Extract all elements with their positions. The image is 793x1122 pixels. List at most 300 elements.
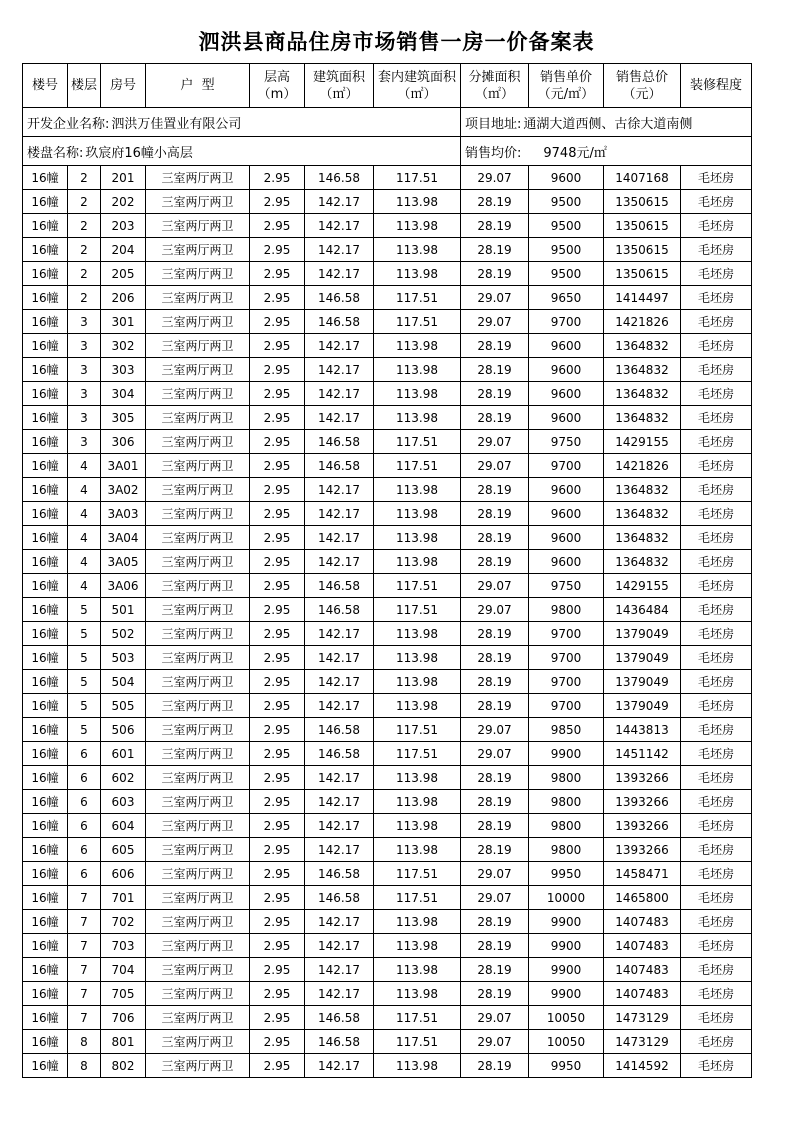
cell-floor: 3: [68, 382, 101, 406]
cell-gross-area: 142.17: [305, 982, 374, 1006]
cell-height: 2.95: [250, 622, 305, 646]
cell-unit-price: 9700: [529, 310, 604, 334]
cell-type: 三室两厅两卫: [146, 910, 250, 934]
cell-floor: 6: [68, 742, 101, 766]
cell-inner-area: 113.98: [374, 406, 461, 430]
cell-total-price: 1451142: [604, 742, 681, 766]
cell-room: 302: [101, 334, 146, 358]
cell-gross-area: 142.17: [305, 262, 374, 286]
cell-decoration: 毛坯房: [681, 766, 752, 790]
cell-inner-area: 113.98: [374, 910, 461, 934]
cell-decoration: 毛坯房: [681, 166, 752, 190]
cell-building: 16幢: [23, 814, 68, 838]
cell-shared-area: 29.07: [461, 574, 529, 598]
cell-shared-area: 28.19: [461, 982, 529, 1006]
cell-decoration: 毛坯房: [681, 1030, 752, 1054]
cell-floor: 3: [68, 334, 101, 358]
cell-building: 16幢: [23, 742, 68, 766]
cell-type: 三室两厅两卫: [146, 742, 250, 766]
cell-gross-area: 146.58: [305, 1006, 374, 1030]
cell-shared-area: 28.19: [461, 1054, 529, 1078]
developer-cell: [23, 108, 461, 137]
cell-type: 三室两厅两卫: [146, 982, 250, 1006]
cell-unit-price: 9600: [529, 406, 604, 430]
cell-unit-price: 9800: [529, 598, 604, 622]
table-row: [23, 790, 752, 814]
developer-value: 泗洪万佳置业有限公司: [111, 116, 242, 132]
cell-room: 3A01: [101, 454, 146, 478]
cell-unit-price: 9700: [529, 670, 604, 694]
cell-floor: 2: [68, 238, 101, 262]
cell-floor: 6: [68, 766, 101, 790]
cell-floor: 2: [68, 190, 101, 214]
cell-building: 16幢: [23, 766, 68, 790]
cell-building: 16幢: [23, 598, 68, 622]
cell-decoration: 毛坯房: [681, 670, 752, 694]
cell-total-price: 1407483: [604, 934, 681, 958]
cell-building: 16幢: [23, 910, 68, 934]
cell-decoration: 毛坯房: [681, 286, 752, 310]
cell-shared-area: 28.19: [461, 838, 529, 862]
table-row: [23, 598, 752, 622]
table-row: [23, 526, 752, 550]
cell-decoration: 毛坯房: [681, 958, 752, 982]
cell-gross-area: 146.58: [305, 742, 374, 766]
cell-type: 三室两厅两卫: [146, 550, 250, 574]
cell-building: 16幢: [23, 862, 68, 886]
cell-inner-area: 113.98: [374, 670, 461, 694]
cell-total-price: 1407483: [604, 982, 681, 1006]
cell-shared-area: 28.19: [461, 334, 529, 358]
cell-height: 2.95: [250, 1006, 305, 1030]
cell-type: 三室两厅两卫: [146, 598, 250, 622]
cell-unit-price: 9800: [529, 838, 604, 862]
cell-total-price: 1429155: [604, 430, 681, 454]
cell-total-price: 1421826: [604, 310, 681, 334]
cell-room: 203: [101, 214, 146, 238]
cell-gross-area: 142.17: [305, 502, 374, 526]
cell-type: 三室两厅两卫: [146, 1054, 250, 1078]
cell-shared-area: 28.19: [461, 934, 529, 958]
cell-total-price: 1350615: [604, 262, 681, 286]
cell-floor: 3: [68, 310, 101, 334]
cell-total-price: 1458471: [604, 862, 681, 886]
cell-inner-area: 113.98: [374, 838, 461, 862]
cell-unit-price: 9700: [529, 694, 604, 718]
cell-shared-area: 28.19: [461, 238, 529, 262]
cell-height: 2.95: [250, 694, 305, 718]
cell-building: 16幢: [23, 526, 68, 550]
cell-inner-area: 113.98: [374, 550, 461, 574]
cell-shared-area: 28.19: [461, 814, 529, 838]
cell-inner-area: 117.51: [374, 430, 461, 454]
developer-row: [23, 108, 752, 137]
cell-unit-price: 9600: [529, 502, 604, 526]
cell-unit-price: 9500: [529, 238, 604, 262]
cell-inner-area: 113.98: [374, 358, 461, 382]
cell-building: 16幢: [23, 166, 68, 190]
cell-unit-price: 9700: [529, 454, 604, 478]
cell-decoration: 毛坯房: [681, 1054, 752, 1078]
cell-total-price: 1364832: [604, 526, 681, 550]
cell-floor: 7: [68, 958, 101, 982]
cell-shared-area: 29.07: [461, 430, 529, 454]
cell-shared-area: 28.19: [461, 766, 529, 790]
cell-shared-area: 29.07: [461, 1030, 529, 1054]
cell-shared-area: 28.19: [461, 694, 529, 718]
cell-height: 2.95: [250, 862, 305, 886]
cell-floor: 7: [68, 910, 101, 934]
cell-decoration: 毛坯房: [681, 214, 752, 238]
address-value: 通湖大道西侧、古徐大道南侧: [523, 116, 693, 132]
cell-gross-area: 142.17: [305, 646, 374, 670]
cell-shared-area: 28.19: [461, 382, 529, 406]
cell-type: 三室两厅两卫: [146, 430, 250, 454]
cell-unit-price: 9800: [529, 814, 604, 838]
cell-unit-price: 9500: [529, 262, 604, 286]
cell-height: 2.95: [250, 838, 305, 862]
cell-type: 三室两厅两卫: [146, 718, 250, 742]
cell-shared-area: 29.07: [461, 886, 529, 910]
cell-inner-area: 117.51: [374, 286, 461, 310]
table-row: [23, 502, 752, 526]
cell-building: 16幢: [23, 958, 68, 982]
cell-inner-area: 113.98: [374, 238, 461, 262]
cell-total-price: 1407168: [604, 166, 681, 190]
cell-inner-area: 113.98: [374, 694, 461, 718]
project-cell: [23, 137, 461, 166]
cell-height: 2.95: [250, 766, 305, 790]
cell-type: 三室两厅两卫: [146, 502, 250, 526]
cell-unit-price: 9950: [529, 1054, 604, 1078]
table-row: [23, 958, 752, 982]
cell-type: 三室两厅两卫: [146, 238, 250, 262]
cell-decoration: 毛坯房: [681, 574, 752, 598]
cell-inner-area: 117.51: [374, 1006, 461, 1030]
cell-floor: 7: [68, 982, 101, 1006]
cell-room: 303: [101, 358, 146, 382]
col-type: 户 型: [146, 64, 250, 108]
cell-building: 16幢: [23, 670, 68, 694]
cell-room: 703: [101, 934, 146, 958]
cell-inner-area: 113.98: [374, 958, 461, 982]
cell-shared-area: 28.19: [461, 526, 529, 550]
cell-room: 603: [101, 790, 146, 814]
developer-label: 开发企业名称:: [27, 116, 110, 132]
cell-shared-area: 29.07: [461, 598, 529, 622]
cell-type: 三室两厅两卫: [146, 358, 250, 382]
cell-total-price: 1436484: [604, 598, 681, 622]
cell-total-price: 1473129: [604, 1030, 681, 1054]
cell-height: 2.95: [250, 814, 305, 838]
cell-room: 305: [101, 406, 146, 430]
cell-gross-area: 142.17: [305, 358, 374, 382]
cell-height: 2.95: [250, 166, 305, 190]
cell-unit-price: 9600: [529, 358, 604, 382]
cell-gross-area: 142.17: [305, 934, 374, 958]
cell-inner-area: 117.51: [374, 574, 461, 598]
cell-floor: 7: [68, 934, 101, 958]
cell-unit-price: 9900: [529, 910, 604, 934]
cell-decoration: 毛坯房: [681, 886, 752, 910]
cell-room: 3A04: [101, 526, 146, 550]
table-row: [23, 406, 752, 430]
cell-height: 2.95: [250, 934, 305, 958]
cell-decoration: 毛坯房: [681, 838, 752, 862]
cell-inner-area: 117.51: [374, 454, 461, 478]
cell-total-price: 1364832: [604, 550, 681, 574]
cell-shared-area: 28.19: [461, 262, 529, 286]
cell-building: 16幢: [23, 238, 68, 262]
cell-total-price: 1379049: [604, 670, 681, 694]
cell-height: 2.95: [250, 478, 305, 502]
cell-total-price: 1364832: [604, 502, 681, 526]
col-total-price: 销售总价（元）: [604, 64, 681, 108]
cell-gross-area: 142.17: [305, 1054, 374, 1078]
cell-type: 三室两厅两卫: [146, 766, 250, 790]
cell-decoration: 毛坯房: [681, 454, 752, 478]
table-row: [23, 766, 752, 790]
cell-floor: 2: [68, 262, 101, 286]
cell-floor: 3: [68, 406, 101, 430]
cell-decoration: 毛坯房: [681, 382, 752, 406]
cell-building: 16幢: [23, 382, 68, 406]
cell-room: 3A06: [101, 574, 146, 598]
cell-gross-area: 142.17: [305, 790, 374, 814]
cell-building: 16幢: [23, 478, 68, 502]
cell-inner-area: 113.98: [374, 1054, 461, 1078]
cell-room: 301: [101, 310, 146, 334]
address-cell: [461, 108, 752, 137]
col-unit-price: 销售单价（元/㎡）: [529, 64, 604, 108]
cell-room: 201: [101, 166, 146, 190]
cell-unit-price: 9600: [529, 166, 604, 190]
cell-shared-area: 28.19: [461, 478, 529, 502]
table-row: [23, 430, 752, 454]
cell-height: 2.95: [250, 1054, 305, 1078]
col-room: 房号: [101, 64, 146, 108]
cell-height: 2.95: [250, 574, 305, 598]
cell-floor: 4: [68, 502, 101, 526]
cell-shared-area: 29.07: [461, 742, 529, 766]
cell-unit-price: 9900: [529, 934, 604, 958]
cell-gross-area: 142.17: [305, 214, 374, 238]
cell-gross-area: 142.17: [305, 694, 374, 718]
cell-floor: 6: [68, 790, 101, 814]
cell-gross-area: 142.17: [305, 622, 374, 646]
cell-decoration: 毛坯房: [681, 646, 752, 670]
cell-height: 2.95: [250, 526, 305, 550]
cell-floor: 5: [68, 646, 101, 670]
cell-height: 2.95: [250, 406, 305, 430]
table-row: [23, 910, 752, 934]
cell-inner-area: 117.51: [374, 598, 461, 622]
cell-type: 三室两厅两卫: [146, 1030, 250, 1054]
cell-building: 16幢: [23, 838, 68, 862]
cell-height: 2.95: [250, 1030, 305, 1054]
cell-inner-area: 113.98: [374, 814, 461, 838]
cell-height: 2.95: [250, 910, 305, 934]
cell-room: 606: [101, 862, 146, 886]
cell-gross-area: 142.17: [305, 814, 374, 838]
cell-decoration: 毛坯房: [681, 310, 752, 334]
cell-decoration: 毛坯房: [681, 478, 752, 502]
cell-height: 2.95: [250, 310, 305, 334]
cell-room: 801: [101, 1030, 146, 1054]
cell-decoration: 毛坯房: [681, 862, 752, 886]
cell-shared-area: 28.19: [461, 190, 529, 214]
cell-total-price: 1393266: [604, 766, 681, 790]
table-row: [23, 238, 752, 262]
cell-floor: 5: [68, 598, 101, 622]
cell-total-price: 1364832: [604, 478, 681, 502]
cell-building: 16幢: [23, 406, 68, 430]
cell-total-price: 1379049: [604, 646, 681, 670]
cell-inner-area: 117.51: [374, 886, 461, 910]
table-row: [23, 454, 752, 478]
cell-total-price: 1407483: [604, 910, 681, 934]
cell-building: 16幢: [23, 790, 68, 814]
cell-inner-area: 117.51: [374, 742, 461, 766]
cell-height: 2.95: [250, 646, 305, 670]
cell-shared-area: 29.07: [461, 718, 529, 742]
cell-room: 3A05: [101, 550, 146, 574]
cell-gross-area: 142.17: [305, 910, 374, 934]
cell-floor: 5: [68, 718, 101, 742]
cell-decoration: 毛坯房: [681, 598, 752, 622]
cell-gross-area: 146.58: [305, 430, 374, 454]
cell-room: 502: [101, 622, 146, 646]
cell-type: 三室两厅两卫: [146, 622, 250, 646]
cell-gross-area: 142.17: [305, 238, 374, 262]
cell-total-price: 1379049: [604, 694, 681, 718]
cell-total-price: 1443813: [604, 718, 681, 742]
cell-unit-price: 9500: [529, 190, 604, 214]
cell-room: 602: [101, 766, 146, 790]
cell-decoration: 毛坯房: [681, 550, 752, 574]
cell-room: 706: [101, 1006, 146, 1030]
cell-gross-area: 146.58: [305, 310, 374, 334]
cell-unit-price: 9600: [529, 478, 604, 502]
cell-type: 三室两厅两卫: [146, 814, 250, 838]
cell-unit-price: 9650: [529, 286, 604, 310]
cell-inner-area: 117.51: [374, 718, 461, 742]
price-record-table: [22, 63, 752, 1078]
cell-inner-area: 117.51: [374, 862, 461, 886]
cell-unit-price: 9700: [529, 622, 604, 646]
cell-inner-area: 117.51: [374, 1030, 461, 1054]
avg-price-cell: [461, 137, 752, 166]
col-inner-area: 套内建筑面积（㎡）: [374, 64, 461, 108]
cell-inner-area: 113.98: [374, 766, 461, 790]
cell-height: 2.95: [250, 262, 305, 286]
col-height: 层高（m）: [250, 64, 305, 108]
cell-height: 2.95: [250, 718, 305, 742]
cell-total-price: 1364832: [604, 358, 681, 382]
cell-inner-area: 113.98: [374, 190, 461, 214]
cell-total-price: 1473129: [604, 1006, 681, 1030]
cell-room: 3A03: [101, 502, 146, 526]
cell-unit-price: 9700: [529, 646, 604, 670]
cell-gross-area: 146.58: [305, 886, 374, 910]
cell-decoration: 毛坯房: [681, 502, 752, 526]
cell-height: 2.95: [250, 238, 305, 262]
cell-shared-area: 28.19: [461, 670, 529, 694]
cell-unit-price: 9950: [529, 862, 604, 886]
cell-gross-area: 146.58: [305, 166, 374, 190]
cell-building: 16幢: [23, 502, 68, 526]
table-row: [23, 262, 752, 286]
cell-decoration: 毛坯房: [681, 1006, 752, 1030]
table-row: [23, 1006, 752, 1030]
cell-decoration: 毛坯房: [681, 334, 752, 358]
cell-building: 16幢: [23, 886, 68, 910]
cell-type: 三室两厅两卫: [146, 1006, 250, 1030]
cell-floor: 3: [68, 358, 101, 382]
table-row: [23, 838, 752, 862]
cell-building: 16幢: [23, 430, 68, 454]
cell-gross-area: 142.17: [305, 670, 374, 694]
cell-room: 501: [101, 598, 146, 622]
cell-inner-area: 113.98: [374, 334, 461, 358]
cell-inner-area: 113.98: [374, 526, 461, 550]
cell-floor: 4: [68, 574, 101, 598]
cell-inner-area: 113.98: [374, 622, 461, 646]
cell-floor: 4: [68, 550, 101, 574]
cell-floor: 4: [68, 454, 101, 478]
cell-inner-area: 113.98: [374, 262, 461, 286]
cell-decoration: 毛坯房: [681, 238, 752, 262]
cell-decoration: 毛坯房: [681, 622, 752, 646]
cell-unit-price: 10050: [529, 1006, 604, 1030]
cell-room: 3A02: [101, 478, 146, 502]
cell-building: 16幢: [23, 694, 68, 718]
table-row: [23, 190, 752, 214]
cell-floor: 2: [68, 214, 101, 238]
cell-building: 16幢: [23, 454, 68, 478]
cell-height: 2.95: [250, 286, 305, 310]
cell-decoration: 毛坯房: [681, 934, 752, 958]
cell-type: 三室两厅两卫: [146, 934, 250, 958]
cell-gross-area: 142.17: [305, 766, 374, 790]
cell-total-price: 1414592: [604, 1054, 681, 1078]
cell-inner-area: 113.98: [374, 214, 461, 238]
table-row: [23, 862, 752, 886]
cell-building: 16幢: [23, 334, 68, 358]
cell-type: 三室两厅两卫: [146, 574, 250, 598]
cell-type: 三室两厅两卫: [146, 886, 250, 910]
table-row: [23, 286, 752, 310]
cell-floor: 6: [68, 838, 101, 862]
cell-room: 802: [101, 1054, 146, 1078]
cell-decoration: 毛坯房: [681, 742, 752, 766]
cell-building: 16幢: [23, 310, 68, 334]
cell-room: 304: [101, 382, 146, 406]
project-row: [23, 137, 752, 166]
cell-total-price: 1364832: [604, 334, 681, 358]
cell-gross-area: 146.58: [305, 286, 374, 310]
table-row: [23, 670, 752, 694]
cell-shared-area: 29.07: [461, 1006, 529, 1030]
cell-shared-area: 29.07: [461, 454, 529, 478]
cell-gross-area: 142.17: [305, 550, 374, 574]
cell-unit-price: 9600: [529, 550, 604, 574]
cell-shared-area: 29.07: [461, 286, 529, 310]
cell-shared-area: 28.19: [461, 502, 529, 526]
table-row: [23, 1054, 752, 1078]
cell-type: 三室两厅两卫: [146, 166, 250, 190]
cell-type: 三室两厅两卫: [146, 790, 250, 814]
